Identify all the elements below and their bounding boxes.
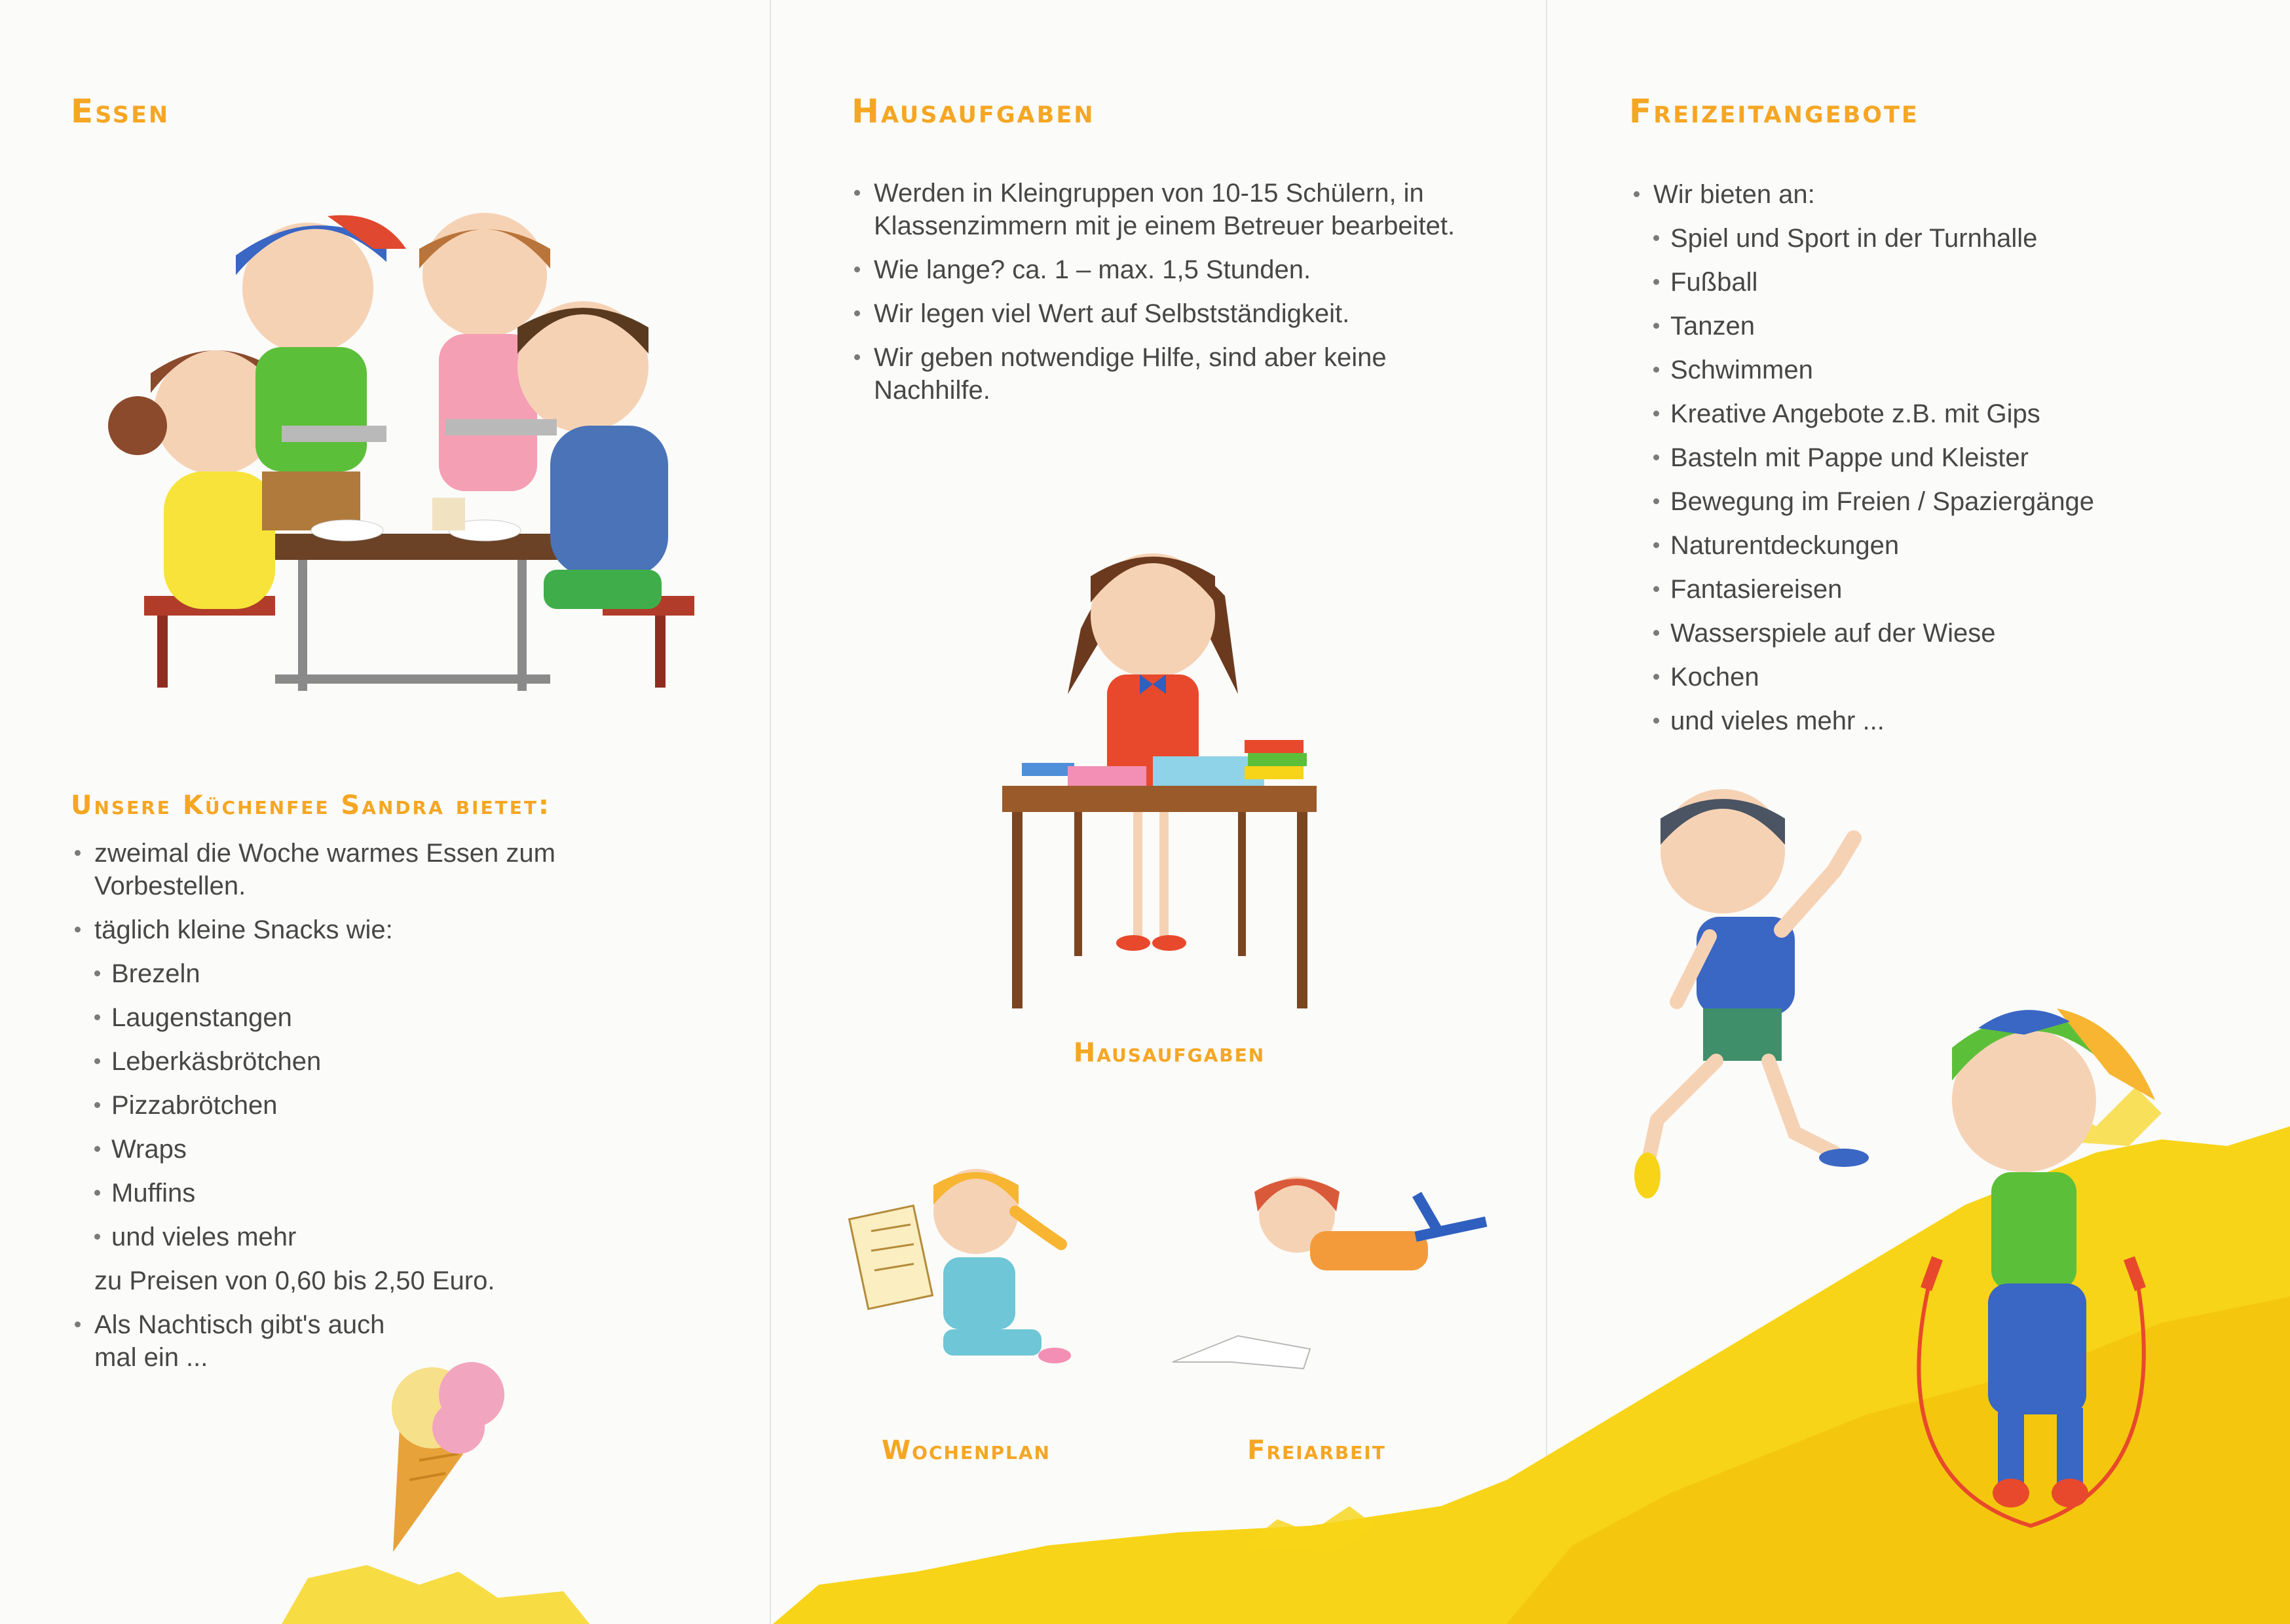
- list-item: täglich kleine Snacks wie:: [66, 913, 629, 946]
- girl-with-weekly-plan: [845, 1159, 1094, 1388]
- list-item: Laugenstangen: [66, 1001, 629, 1034]
- list-item: Kochen: [1624, 661, 2253, 693]
- list-item: Kreative Angebote z.B. mit Gips: [1624, 397, 2253, 430]
- list-item: und vieles mehr: [66, 1221, 629, 1253]
- list-item: Wasserspiele auf der Wiese: [1624, 617, 2253, 650]
- essen-heading: Essen: [71, 92, 170, 130]
- list-item: Wir bieten an:: [1624, 178, 2253, 211]
- list-item: Werden in Kleingruppen von 10-15 Schülern, in Klassenzimmern mit je einem Betreuer bearbeitet.: [845, 177, 1487, 242]
- essen-subheading: Unsere Küchenfee Sandra bietet:: [71, 790, 551, 821]
- girl-reading-on-floor: [1159, 1153, 1500, 1388]
- list-item: Wraps: [66, 1133, 629, 1166]
- list-item: Brezeln: [66, 957, 629, 990]
- hausaufgaben-heading: Hausaufgaben: [852, 92, 1095, 130]
- caption-wochenplan: Wochenplan: [882, 1435, 1051, 1466]
- list-item: zweimal die Woche warmes Essen zum Vorbestellen.: [66, 837, 629, 902]
- girl-doing-homework: [996, 498, 1336, 1022]
- essen-list: [66, 837, 629, 1385]
- caption-hausaufgaben: Hausaufgaben: [1073, 1038, 1266, 1068]
- kids-eating-at-table: [66, 177, 694, 740]
- list-item: zu Preisen von 0,60 bis 2,50 Euro.: [94, 1266, 495, 1295]
- list-item: Als Nachtisch gibt's auch mal ein ...: [66, 1308, 409, 1374]
- list-item: Naturentdeckungen: [1624, 529, 2253, 562]
- list-item: Bewegung im Freien / Spaziergänge: [1624, 485, 2253, 518]
- list-item: Pizzabrötchen: [66, 1089, 629, 1122]
- freizeit-list: [1624, 178, 2253, 748]
- list-item: Wir legen viel Wert auf Selbstständigkeit.: [845, 297, 1487, 330]
- hausaufgaben-list: [845, 177, 1487, 418]
- list-item: Fußball: [1624, 266, 2253, 299]
- list-item: Spiel und Sport in der Turnhalle: [1624, 222, 2253, 255]
- list-item: Wir geben notwendige Hilfe, sind aber keine Nachhilfe.: [845, 341, 1487, 407]
- freizeit-heading: Freizeitangebote: [1629, 92, 1919, 130]
- boy-skipping-rope: [1860, 969, 2214, 1539]
- list-item: und vieles mehr ...: [1624, 705, 2253, 737]
- ice-cream-cone: [373, 1349, 517, 1559]
- list-item: Basteln mit Pappe und Kleister: [1624, 441, 2253, 474]
- list-item: Muffins: [66, 1177, 629, 1209]
- list-item: Wie lange? ca. 1 – max. 1,5 Stunden.: [845, 253, 1487, 286]
- list-item: Tanzen: [1624, 310, 2253, 342]
- list-item: Fantasiereisen: [1624, 573, 2253, 606]
- list-item: Leberkäsbrötchen: [66, 1045, 629, 1078]
- list-item: Schwimmen: [1624, 354, 2253, 386]
- caption-freiarbeit: Freiarbeit: [1247, 1435, 1386, 1466]
